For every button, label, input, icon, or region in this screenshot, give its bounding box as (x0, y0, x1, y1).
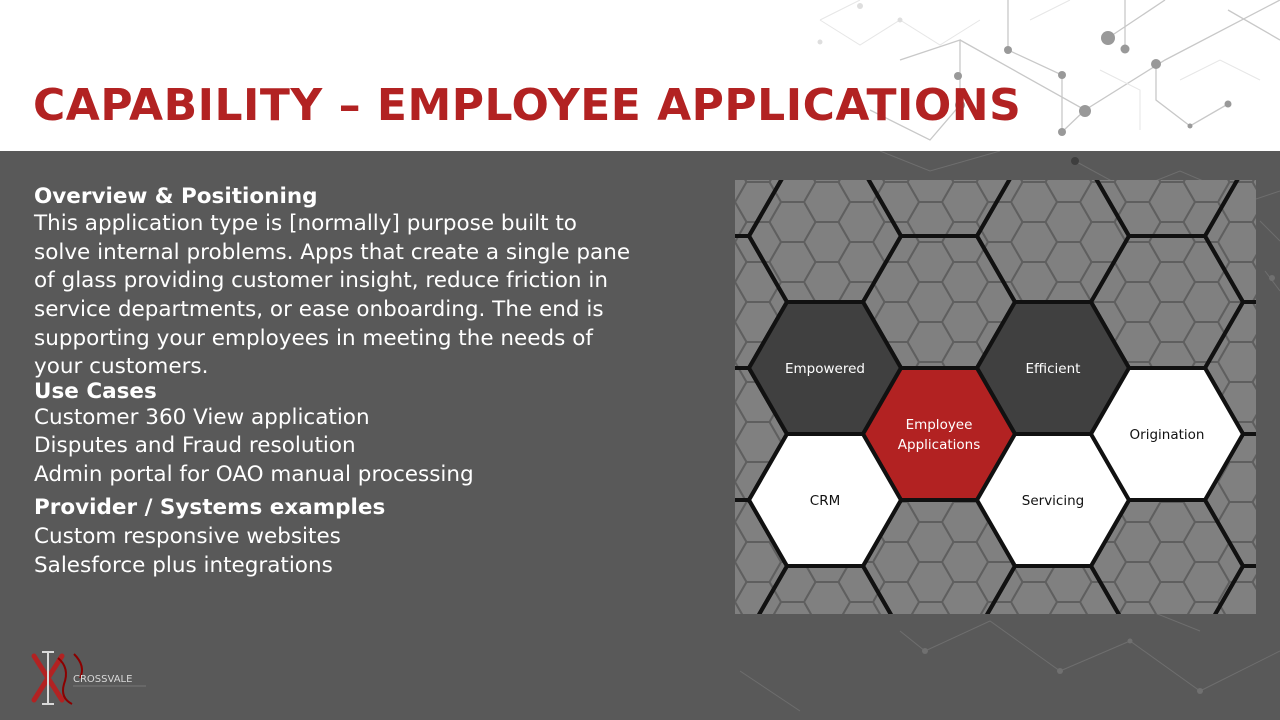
crossvale-logo-mark (28, 648, 158, 708)
hex-label: Origination (1129, 427, 1205, 443)
hex-label: Employee (905, 417, 973, 433)
crossvale-logo (28, 648, 158, 708)
provider-item: Custom responsive websites (34, 524, 341, 550)
content-text (34, 184, 714, 580)
hex-label: Efficient (1025, 361, 1081, 377)
providers-heading: Provider / Systems examples (34, 495, 386, 521)
logo-text: CROSSVALE (73, 674, 133, 685)
overview-line: This application type is [normally] purpose built to (34, 211, 577, 236)
slide-title: CAPABILITY – EMPLOYEE APPLICATIONS (33, 80, 1022, 131)
hex-label: Empowered (785, 361, 865, 377)
use-case-item: Admin portal for OAO manual processing (34, 461, 474, 487)
hex-label: Servicing (1021, 493, 1085, 509)
overview-line: supporting your employees in meeting the needs of (34, 325, 593, 351)
overview-line: of glass providing customer insight, reduce friction in (34, 268, 608, 294)
overview-line: your customers. (34, 353, 209, 379)
hex-label: Applications (897, 437, 981, 453)
hexagon-diagram (735, 180, 1256, 614)
hex-label: CRM (809, 493, 841, 509)
overview-line: solve internal problems. Apps that create a single pane (34, 239, 631, 265)
provider-item: Salesforce plus integrations (34, 552, 333, 578)
use-case-item: Disputes and Fraud resolution (34, 433, 356, 459)
use-case-item: Customer 360 View application (34, 404, 370, 430)
slide-header (0, 0, 1280, 151)
use-cases-heading: Use Cases (34, 378, 157, 404)
overview-line: service departments, or ease onboarding. The end is (34, 297, 604, 323)
overview-heading: Overview & Positioning (34, 184, 318, 209)
hexagon-diagram-svg (735, 180, 1256, 614)
